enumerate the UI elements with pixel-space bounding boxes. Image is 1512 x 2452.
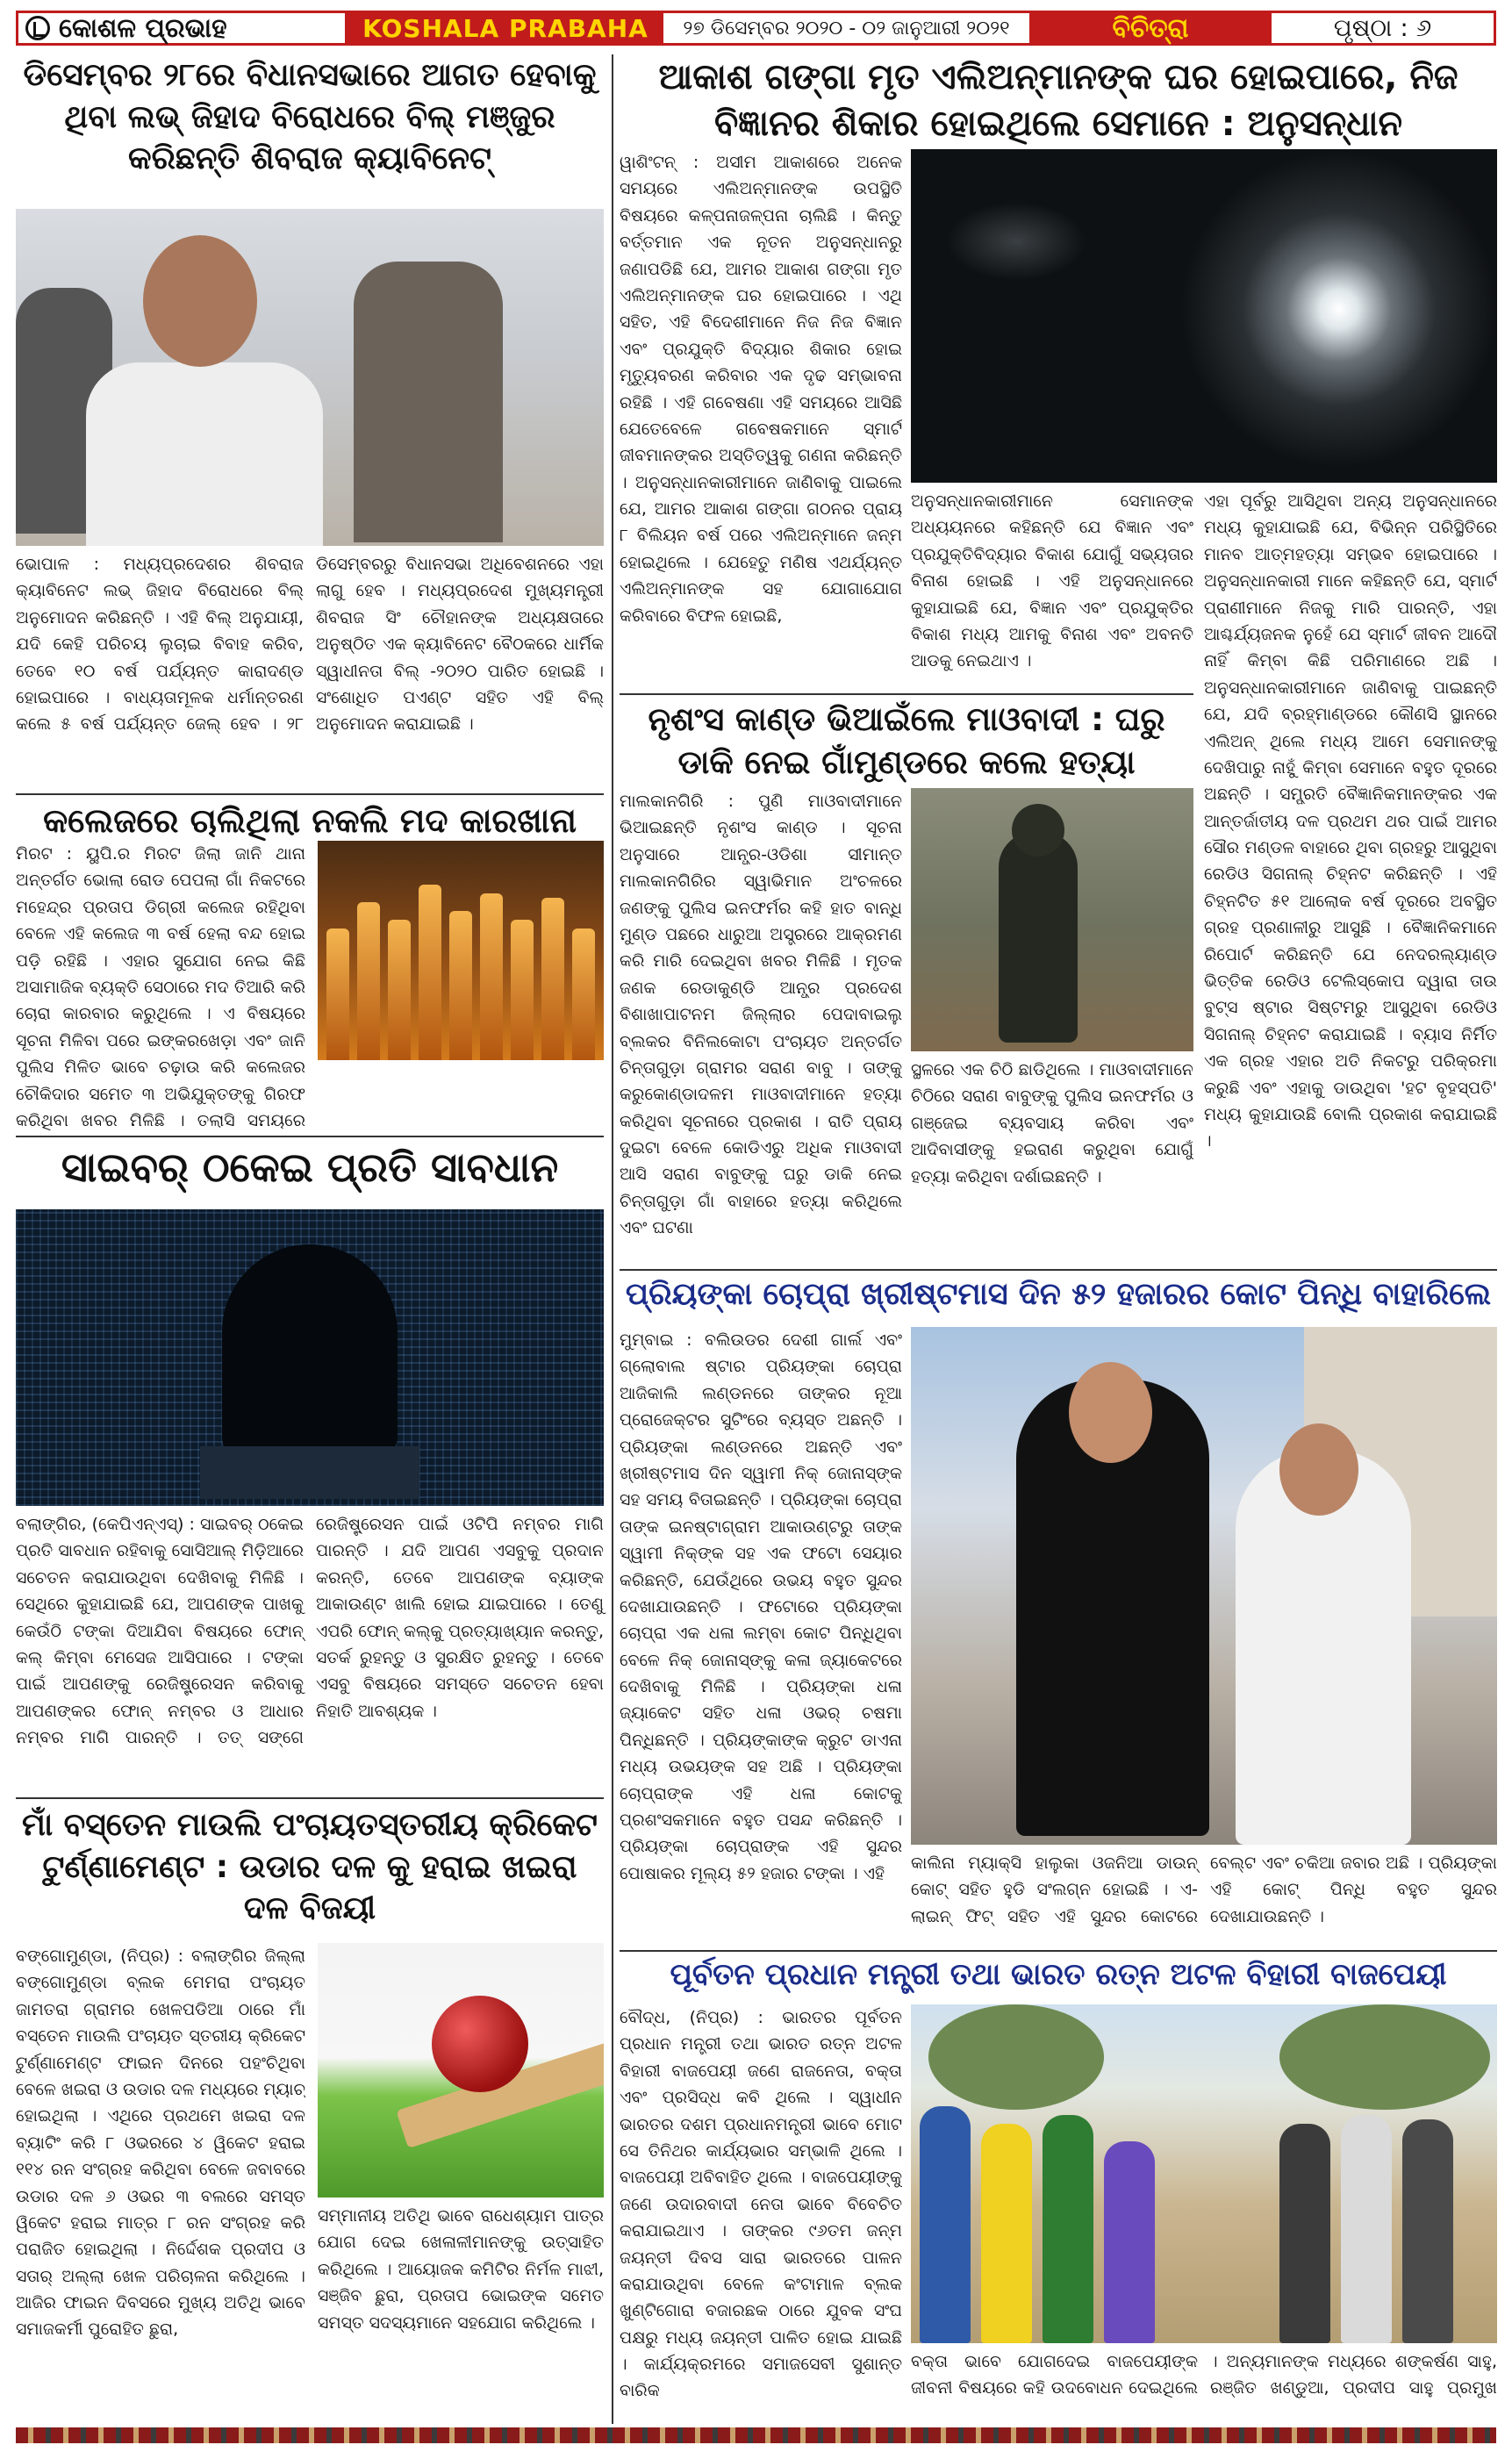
story-body: ମାଲକାନଗିରି : ପୁଣି ମାଓବାଦୀମାନେ ଭିଆଇଛନ୍ତି ନୃଶଂସ କାଣ୍ଡ । ସୂଚନା ଅନୁସାରେ ଆନ୍ଧ୍ର-ଓଡିଶା ସୀମାନ୍ତ ମାଲକାନଗିରିର ସ୍ୱାଭିମାନ ଅଂଚଳରେ ଜଣଙ୍କୁ ପୁଲିସ ଇନଫର୍ମର କହି ହାତ ବାନ୍ଧି ମୁଣ୍ଡ ପଛରେ ଧାରୁଆ ଅସ୍ତ୍ରରେ ଆକ୍ରମଣ କରି ମାରି ଦେଇଥିବା ଖବର ମିଳିଛି । ମୃତକ ଜଣକ ରେଡାକୁଣ୍ଡି ଆନ୍ଧ୍ର ପ୍ରଦେଶ ବିଶାଖାପାଟନମ ଜିଲ୍ଲାର ପେଦାବାଇଲୁ ବ୍ଲକର ବିନିଲକୋଟା ପଂଚାୟତ ଅନ୍ତର୍ଗତ ଚିନ୍ତାଗୁଡ଼ା ଗ୍ରାମର ସରାଣ ବାବୁ । ତାଙ୍କୁ କରୁକୋଣ୍ଡାଦଳମ ମାଓବାଦୀମାନେ ହତ୍ୟା କରିଥିବା ସୂଚନାରେ ପ୍ରକାଶ । ରାତି ପ୍ରାୟ ଦୁଇଟା ବେଳେ କୋଡିଏରୁ ଅଧିକ ମାଓବାଦୀ ଆସି ସରାଣ ବାବୁଙ୍କୁ ଘରୁ ଡାକି ନେଇ ଚିନ୍ତାଗୁଡ଼ା ଗାଁ ବାହାରେ ହତ୍ୟା କରିଥିଲେ ଏବଂ ଘଟଣା (620, 792, 902, 1238)
divider (620, 1269, 1497, 1271)
divider (620, 1950, 1497, 1952)
story-body-mid: ଅନୁସନ୍ଧାନକାରୀମାନେ ସେମାନଙ୍କ ଅଧ୍ୟୟନରେ କହିଛନ୍ତି ଯେ ବିଜ୍ଞାନ ଏବଂ ପ୍ରଯୁକ୍ତିବିଦ୍ୟାର ବିକାଶ ଯୋଗୁଁ ସଭ୍ୟତାର ବିନାଶ ହୋଇଛି । ଏହି ଅନୁସନ୍ଧାନରେ କୁହାଯାଇଛି ଯେ, ବିଜ୍ଞାନ ଏବଂ ପ୍ରଯୁକ୍ତିର ବିକାଶ ମଧ୍ୟ ଆମକୁ ବିନାଶ ଏବଂ ଅବନତି ଆଡକୁ ନେଇଥାଏ । (911, 491, 1193, 671)
headline: ପ୍ରିୟଙ୍କା ଚୋପ୍ରା ଖ୍ରୀଷ୍ଟମାସ ଦିନ ୫୨ ହଜାରର କୋଟ ପିନ୍ଧି ବାହାରିଲେ (625, 1277, 1492, 1312)
story-body-right: ଏହା ପୂର୍ବରୁ ଆସିଥିବା ଅନ୍ୟ ଅନୁସନ୍ଧାନରେ ମଧ୍ୟ କୁହାଯାଇଛି ଯେ, ବିଭିନ୍ନ ପରିସ୍ଥିତିରେ ମାନବ ଆତ୍ମହତ୍ୟା ସମ୍ଭବ ହୋଇପାରେ । ଅନୁସନ୍ଧାନକାରୀ ମାନେ କହିଛନ୍ତି ଯେ, ସ୍ମାର୍ଟ ପ୍ରାଣୀମାନେ ନିଜକୁ ମାରି ପାରନ୍ତି, ଏହା ଆଶ୍ଚର୍ଯ୍ୟଜନକ ନୁହେଁ ଯେ ସ୍ମାର୍ଟ ଜୀବନ ଆଦୌ ନାହିଁ କିମ୍ବା କିଛି ପରିମାଣରେ ଅଛି । ଅନୁସନ୍ଧାନକାରୀମାନେ ଜାଣିବାକୁ ପାଇଛନ୍ତି ଯେ, ଯଦି ବ୍ରହ୍ମାଣ୍ଡରେ କୌଣସି ସ୍ଥାନରେ ଏଲିଅନ୍ ଥିଲେ ମଧ୍ୟ ଆମେ ସେମାନଙ୍କୁ ଦେଖିପାରୁ ନାହୁଁ କିମ୍ବା ସେମାନେ ବହୁତ ଦୂରରେ ଅଛନ୍ତି । ସମ୍ପ୍ରତି ବୈଜ୍ଞାନିକମାନଙ୍କର ଏକ ଆନ୍ତର୍ଜାତୀୟ ଦଳ ପ୍ରଥମ ଥର ପାଇଁ ଆମର ସୌର ମଣ୍ଡଳ ବାହାରେ ଥିବା ଗ୍ରହରୁ ଆସୁଥିବା ରେଡିଓ ସିଗନାଲ୍ ଚିହ୍ନଟ କରିଛନ୍ତି । ଏହି ଚିହ୍ନଟିତ ୫୧ ଆଲୋକ ବର୍ଷ ଦୂରରେ ଅବସ୍ଥିତ ଗ୍ରହ ପ୍ରଣାଳୀରୁ ଆସୁଛି । ବୈଜ୍ଞାନିକମାନେ ରିପୋର୍ଟ କରିଛନ୍ତି ଯେ ନେଦରଲ୍ୟାଣ୍ଡ ଭିତ୍ତିକ ରେଡିଓ ଟେଲିସ୍କୋପ ଦ୍ୱାରା ତାଉ ବୁଟ୍ସ ଷ୍ଟାର ସିଷ୍ଟମରୁ ଆସୁଥିବା ରେଡିଓ ସିଗନାଲ୍ ଚିହ୍ନଟ କରାଯାଇଛି । ବ୍ୟାସ ନିର୍ମିତ ଏକ ଗ୍ରହ ଏହାର ଅତି ନିକଟରୁ ପରିକ୍ରମା କରୁଛି ଏବଂ ଏହାକୁ ଡାଉଥିବା 'ହଟ ବୃହସ୍ପତି' ମଧ୍ୟ କୁହାଯାଉଛି ବୋଲି ପ୍ରକାଶ କରାଯାଇଛି । (1204, 491, 1497, 1151)
headline: ସାଇବର୍ ଠକେଇ ପ୍ରତି ସାବଧାନ (61, 1144, 559, 1191)
logo-emblem-icon (25, 16, 50, 40)
newspaper-logo (18, 13, 348, 43)
story-body-bottom: କାଲିନା ମ୍ୟାକ୍ସି ହାଲୁକା ଓଜନିଆ ଡାଉନ୍ କୋଟ୍ ସହିତ ହୁଡି ସଂଲଗ୍ନ ହୋଇଛି । ଏ-ଲାଇନ୍ ଫିଟ୍ ସହିତ ଏହି ସୁନ୍ଦର କୋଟରେ ବେଲ୍ଟ ଏବଂ ଚକିଆ ଜବାର ଅଛି । ପ୍ରିୟଙ୍କା ଏହି କୋଟ୍ ପିନ୍ଧି ବହୁତ ସୁନ୍ଦର ଦେଖାଯାଉଛନ୍ତି । (911, 1853, 1497, 1926)
story-body-continued: ସମ୍ମାନୀୟ ଅତିଥି ଭାବେ ରାଧେଶ୍ୟାମ ପାତ୍ର ଯୋଗ ଦେଇ ଖେଳାଳୀମାନଙ୍କୁ ଉତ୍ସାହିତ କରିଥିଲେ । ଆୟୋଜକ କମିଟିର ନିର୍ମଳ ମାଝୀ, ସଞ୍ଜିବ ଛୁରା, ପ୍ରତାପ ଭୋଇଙ୍କ ସମେତ ସମସ୍ତ ସଦସ୍ୟମାନେ ସହଯୋଗ କରିଥିଲେ । (318, 2206, 604, 2333)
story-cricket-tournament (16, 1804, 604, 1930)
headline: ପୂର୍ବତନ ପ୍ରଧାନ ମନ୍ତ୍ରୀ ତଥା ଭାରତ ରତ୍ନ ଅଟଳ ବିହାରୀ ବାଜପେୟୀ (670, 1957, 1447, 1992)
story-vajpayee (620, 1955, 1497, 1995)
section-name: ବିଚିତ୍ରା (1032, 13, 1269, 43)
story-cyber-fraud (16, 1141, 604, 1194)
cricket-ball-photo (318, 1943, 604, 2197)
hacker-photo (16, 1209, 604, 1506)
headline: ଡିସେମ୍ବର ୨୮ରେ ବିଧାନସଭାରେ ଆଗତ ହେବାକୁ ଥିବା ଲଭ୍ ଜିହାଦ ବିରୋଧରେ ବିଲ୍ ମଞ୍ଜୁର କରିଛନ୍ତି ଶିବରାଜ କ୍ୟାବିନେଟ୍ (23, 57, 597, 177)
maoist-soldier-photo (911, 788, 1193, 1051)
divider (16, 1136, 604, 1137)
story-body: ମୁମ୍ବାଇ : ବଲିଉଡର ଦେଶୀ ଗାର୍ଲ ଏବଂ ଗ୍ଲୋବାଲ ଷ୍ଟାର ପ୍ରିୟଙ୍କା ଚୋପ୍ରା ଆଜିକାଲି ଲଣ୍ଡନରେ ତାଙ୍କର ନୂଆ ପ୍ରୋଜେକ୍ଟର ସୁଟିଂରେ ବ୍ୟସ୍ତ ଅଛନ୍ତି । ପ୍ରିୟଙ୍କା ଲଣ୍ଡନରେ ଅଛନ୍ତି ଏବଂ ଖ୍ରୀଷ୍ଟମାସ ଦିନ ସ୍ୱାମୀ ନିକ୍ ଜୋନାସ୍‌ଙ୍କ ସହ ସମୟ ବିତାଇଛନ୍ତି । ପ୍ରିୟଙ୍କା ଚୋପ୍ରା ତାଙ୍କ ଇନଷ୍ଟାଗ୍ରାମ ଆକାଉଣ୍ଟରୁ ତାଙ୍କ ସ୍ୱାମୀ ନିକ୍‌ଙ୍କ ସହ ଏକ ଫଟୋ ସେୟାର କରିଛନ୍ତି, ଯେଉଁଥିରେ ଉଭୟ ବହୁତ ସୁନ୍ଦର ଦେଖାଯାଉଛନ୍ତି । ଫଟୋରେ ପ୍ରିୟଙ୍କା ଚୋପ୍ରା ଏକ ଧଳା ଲମ୍ବା କୋଟ ପିନ୍ଧିଥିବା ବେଳେ ନିକ୍ ଜୋନାସ୍‌ଙ୍କୁ କଳା ଜ୍ୟାକେଟରେ ଦେଖିବାକୁ ମିଳିଛି । ପ୍ରିୟଙ୍କା ଧଳା ଜ୍ୟାକେଟ ସହିତ ଧଳା ଓଭର୍ ଚଷମା ପିନ୍ଧିଛନ୍ତି । ପ୍ରିୟଙ୍କାଙ୍କ କ୍ରୁଟ ଡାଏନା ମଧ୍ୟ ଉଭୟଙ୍କ ସହ ଅଛି । ପ୍ରିୟଙ୍କା ଚୋପ୍ରାଙ୍କ ଏହି ଧଳା କୋଟକୁ ପ୍ରଶଂସକମାନେ ବହୁତ ପସନ୍ଦ କରିଛନ୍ତି । ପ୍ରିୟଙ୍କା ଚୋପ୍ରାଙ୍କ ଏହି ସୁନ୍ଦର ପୋଷାକର ମୂଲ୍ୟ ୫୨ ହଜାର ଟଙ୍କା । ଏହି (620, 1330, 902, 1883)
column-divider (612, 54, 613, 2424)
divider (16, 793, 604, 795)
story-body: ବଲାଙ୍ଗିର, (କେପିଏନ୍‌ଏସ୍) : ସାଇବର୍ ଠକେଇ ପ୍ରତି ସାବଧାନ ରହିବାକୁ ସୋସିଆଲ୍ ମିଡ଼ିଆରେ ସଚେତନ କରାଯାଉଥିବା ଦେଖିବାକୁ ମିଳିଛି । ସେଥିରେ କୁହାଯାଇଛି ଯେ, ଆପଣଙ୍କ ପାଖକୁ କେଉଁଠି ଟଙ୍କା ଦିଆଯିବା ବିଷୟରେ ଫୋନ୍ କଲ୍ କିମ୍ବା ମେସେଜ ଆସିପାରେ । ଟଙ୍କା ପାଇଁ ଆପଣଙ୍କୁ ରେଜିଷ୍ଟ୍ରେସନ କରିବାକୁ ଆପଣଙ୍କର ଫୋନ୍ ନମ୍ବର ଓ ଆଧାର ନମ୍ବର ମାଗି ପାରନ୍ତି । ତତ୍ ସଙ୍ଗେ ରେଜିଷ୍ଟ୍ରେସନ ପାଇଁ ଓଟିପି ନମ୍ବର ମାଗି ପାରନ୍ତି । ଯଦି ଆପଣ ଏସବୁକୁ ପ୍ରଦାନ କରନ୍ତି, ତେବେ ଆପଣଙ୍କ ବ୍ୟାଙ୍କ ଆକାଉଣ୍ଟ ଖାଲି ହୋଇ ଯାଇପାରେ । ତେଣୁ ଏପରି ଫୋନ୍ କଲ୍‌କୁ ପ୍ରତ୍ୟାଖ୍ୟାନ କରନ୍ତୁ, ସତର୍କ ରୁହନ୍ତୁ ଓ ସୁରକ୍ଷିତ ରୁହନ୍ତୁ । ତେବେ ଏସବୁ ବିଷୟରେ ସମସ୍ତେ ସଚେତନ ହେବା ନିହାତି ଆବଶ୍ୟକ । (16, 1515, 604, 1748)
footer-decorative-band (16, 2427, 1496, 2443)
story-body: ଭୋପାଳ : ମଧ୍ୟପ୍ରଦେଶର ଶିବରାଜ କ୍ୟାବିନେଟ ଲଭ୍ ଜିହାଦ ବିରୋଧରେ ବିଲ୍ ଅନୁମୋଦନ କରିଛନ୍ତି । ଏହି ବିଲ୍ ଅନୁଯାୟୀ, ଯଦି କେହି ପରିଚୟ ଲୁଚାଇ ବିବାହ କରିବ, ତେବେ ୧୦ ବର୍ଷ ପର୍ଯ୍ୟନ୍ତ କାରାଦଣ୍ଡ ହୋଇପାରେ । ବାଧ୍ୟତାମୂଳକ ଧର୍ମାନ୍ତରଣ କଲେ ୫ ବର୍ଷ ପର୍ଯ୍ୟନ୍ତ ଜେଲ୍ ହେବ । ୨୮ ଡିସେମ୍ବରରୁ ବିଧାନସଭା ଅଧିବେଶନରେ ଏହା ଲାଗୁ ହେବ । ମଧ୍ୟପ୍ରଦେଶ ମୁଖ୍ୟମନ୍ତ୍ରୀ ଶିବରାଜ ସିଂ ଚୌହାନଙ୍କ ଅଧ୍ୟକ୍ଷତାରେ ଅନୁଷ୍ଠିତ ଏକ କ୍ୟାବିନେଟ ବୈଠକରେ ଧାର୍ମିକ ସ୍ୱାଧୀନତା ବିଲ୍ -୨୦୨୦ ପାରିତ ହୋଇଛି । ସଂଶୋଧିତ ପଏଣ୍ଟ ସହିତ ଏହି ବିଲ୍ ଅନୁମୋଦନ କରାଯାଇଛି । (16, 555, 604, 735)
story-body-right: ସ୍ଥଳରେ ଏକ ଚିଠି ଛାଡିଥିଲେ । ମାଓବାଦୀମାନେ ଚିଠିରେ ସରାଣ ବାବୁଙ୍କୁ ପୁଲିସ ଇନଫର୍ମର ଓ ଗଞ୍ଜେଇ ବ୍ୟବସାୟ କରିବା ଏବଂ ଆଦିବାସୀଙ୍କୁ ହଇରାଣ କରୁଥିବା ଯୋଗୁଁ ହତ୍ୟା କରିଥିବା ଦର୍ଶାଇଛନ୍ତି । (911, 1060, 1193, 1187)
story-body: ବଙ୍ଗୋମୁଣ୍ଡା, (ନିପ୍ର) : ବଲାଙ୍ଗିର ଜିଲ୍ଲା ବଙ୍ଗୋମୁଣ୍ଡା ବ୍ଲକ ମେମରା ପଂଚାୟତ ଜାମତରା ଗ୍ରାମର ଖେଳପଡିଆ ଠାରେ ମାଁ ବସ୍ତେନ ମାଉଲି ପଂଚାୟତ ସ୍ତରୀୟ କ୍ରିକେଟ ଟୁର୍ଣ୍ଣାମେଣ୍ଟ ଫାଇନ ଦିନରେ ପହଂଚିଥିବା ବେଳେ ଖଇରା ଓ ଉଡାର ଦଳ ମଧ୍ୟରେ ମ୍ୟାଚ୍ ହୋଇଥିଲା । ଏଥିରେ ପ୍ରଥମେ ଖଇରା ଦଳ ବ୍ୟାଟିଂ କରି ୮ ଓଭରରେ ୪ ୱିକେଟ ହରାଇ ୧୧୪ ରନ ସଂଗ୍ରହ କରିଥିବା ବେଳେ ଜବାବରେ ଉଡାର ଦଳ ୬ ଓଭର ୩ ବଲରେ ସମସ୍ତ ୱିକେଟ ହରାଇ ମାତ୍ର ୮ ରନ ସଂଗ୍ରହ କରି ପରାଜିତ ହୋଇଥିଲା । ନିର୍ଦ୍ଦେଶକ ପ୍ରଦୀପ ଓ ସତାର୍ ଅଲ୍ଲା ଖେଳ ପରିଚାଳନା କରିଥିଲେ । ଆଜିର ଫାଇନ ଦିବସରେ ମୁଖ୍ୟ ଅତିଥି ଭାବେ ସମାଜକର୍ମୀ ପୁରୋହିତ ଛୁରା, (16, 1947, 305, 2340)
priyanka-nick-photo (911, 1327, 1497, 1845)
vajpayee-tribute-photo (911, 2004, 1497, 2343)
story-liquor-factory (16, 799, 604, 842)
story-body (16, 841, 604, 1130)
story-aliens (620, 54, 1497, 147)
story-maoist (620, 699, 1193, 785)
headline: ମାଁ ବସ୍ତେନ ମାଉଲି ପଂଚାୟତସ୍ତରୀୟ କ୍ରିକେଟ ଟୁର୍ଣ୍ଣାମେଣ୍ଟ : ଉଡାର ଦଳ କୁ ହରାଇ ଖଇରା ଦଳ ବିଜୟୀ (22, 1807, 598, 1927)
divider (16, 1797, 604, 1799)
edition-date: ୨୭ ଡିସେମ୍ବର ୨୦୨୦ - ୦୨ ଜାନୁଆରୀ ୨୦୨୧ (663, 13, 1032, 43)
english-title: KOSHALA PRABAHA (348, 13, 663, 43)
story-body: ବୌଦ୍ଧ, (ନିପ୍ର) : ଭାରତର ପୂର୍ବତନ ପ୍ରଧାନ ମନ୍ତ୍ରୀ ତଥା ଭାରତ ରତ୍ନ ଅଟଳ ବିହାରୀ ବାଜପେୟୀ ଜଣେ ରାଜନେତା, ବକ୍ତା ଏବଂ ପ୍ରସିଦ୍ଧ କବି ଥିଲେ । ସ୍ୱାଧୀନ ଭାରତର ଦଶମ ପ୍ରଧାନମନ୍ତ୍ରୀ ଭାବେ ମୋଟ ସେ ତିନିଥର କାର୍ଯ୍ୟଭାର ସମ୍ଭାଳି ଥିଲେ । ବାଜପେୟୀ ଅବିବାହିତ ଥିଲେ । ବାଜପେୟୀଙ୍କୁ ଜଣେ ଉଦାରବାଦୀ ନେତା ଭାବେ ବିବେଚିତ କରାଯାଇଥାଏ । ତାଙ୍କର ୯୬ତମ ଜନ୍ମ ଜୟନ୍ତୀ ଦିବସ ସାରା ଭାରତରେ ପାଳନ କରାଯାଉଥିବା ବେଳେ କଂଟାମାଳ ବ୍ଲକ ଖୁଣ୍ଟିଗୋରା ବଜାରଛକ ଠାରେ ଯୁବକ ସଂଘ ପକ୍ଷରୁ ମଧ୍ୟ ଜୟନ୍ତୀ ପାଳିତ ହୋଇ ଯାଇଛି । କାର୍ଯ୍ୟକ୍ରମରେ ସମାଜସେବୀ ସୁଶାନ୍ତ ବାରିକ (620, 2008, 902, 2401)
story-priyanka-chopra (620, 1274, 1497, 1315)
story-body-bottom: ବକ୍ତା ଭାବେ ଯୋଗଦେଇ ବାଜପେୟୀଙ୍କ ଜୀବନୀ ବିଷୟରେ କହି ଉଦବୋଧନ ଦେଇଥିଲେ । ଅନ୍ୟମାନଙ୍କ ମଧ୍ୟରେ ଶଙ୍କର୍ଷଣ ସାହୁ, ରଞ୍ଜିତ ଖଣ୍ଡୁଆ, ପ୍ରଦୀପ ସାହୁ ପ୍ରମୁଖ (911, 2352, 1497, 2398)
headline: କଲେଜରେ ଚାଲିଥିଲା ନକଲି ମଦ କାରଖାନା (43, 801, 577, 840)
divider (620, 693, 1193, 695)
page-number: ପୃଷ୍ଠା : ୬ (1269, 13, 1494, 43)
galaxy-photo (911, 149, 1497, 483)
headline: ନୃଶଂସ କାଣ୍ଡ ଭିଆଇଁଲେ ମାଓବାଦୀ : ଘରୁ ଡାକି ନେଇ ଗାଁମୁଣ୍ଡରେ କଲେ ହତ୍ୟା (648, 700, 1165, 781)
story-love-jihad (16, 54, 604, 180)
liquor-text: ମିରଟ : ୟୁପି.ର ମିରଟ ଜିଲା ଜାନି ଥାନା ଅନ୍ତର୍ଗତ ଭୋଲା ରୋଡ ପେପଲା ଗାଁ ନିକଟରେ ମହେନ୍ଦ୍ର ପ୍ରତାପ ଡିଗ୍ରୀ କଲେଜ ରହିଥିବା ବେଳେ ଏହି କଲେଜ ୩ ବର୍ଷ ହେଲା ବନ୍ଦ ହୋଇ ପଡ଼ି ରହିଛି । ଏହାର ସୁଯୋଗ ନେଇ କିଛି ଅସାମାଜିକ ବ୍ୟକ୍ତି ସେଠାରେ ମଦ ତିଆରି କରି ଚୋରା କାରବାର କରୁଥିଲେ । ଏ ବିଷୟରେ ସୂଚନା ମିଳିବା ପରେ ଇଙ୍କରଖେଡ଼ା ଏବଂ ଜାନି ପୁଲିସ ମିଳିତ ଭାବେ ଚଢ଼ାଉ କରି କଲେଜର ଚୌକିଦାର ସମେତ ୩ ଅଭିଯୁକ୍ତଙ୍କୁ ଗିରଫ କରିଥିବା ଖବର ମିଳିଛି । ତଲାସି ସମୟରେ (16, 844, 305, 1130)
story-body: ୱାଶିଂଟନ୍ : ଅସୀମ ଆକାଶରେ ଅନେକ ସମୟରେ ଏଲିଅନ୍‌ମାନଙ୍କ ଉପସ୍ଥିତି ବିଷୟରେ କଳ୍ପନାଜଳ୍ପନା ଚାଲିଛି । କିନ୍ତୁ ବର୍ତ୍ତମାନ ଏକ ନୂତନ ଅନୁସନ୍ଧାନରୁ ଜଣାପଡିଛି ଯେ, ଆମର ଆକାଶ ଗଙ୍ଗା ମୃତ ଏଲିଅନ୍‌ମାନଙ୍କ ଘର ହୋଇପାରେ । ଏଥି ସହିତ, ଏହି ବିଦେଶୀମାନେ ନିଜ ନିଜ ବିଜ୍ଞାନ ଏବଂ ପ୍ରଯୁକ୍ତି ବିଦ୍ୟାର ଶିକାର ହୋଇ ମୃତ୍ୟୁବରଣ କରିବାର ଏକ ଦୃଢ ସମ୍ଭାବନା ରହିଛି । ଏହି ଗବେଷଣା ଏହି ସମୟରେ ଆସିଛି ଯେତେବେଳେ ଗବେଷକମାନେ ସ୍ମାର୍ଟ ଜୀବମାନଙ୍କର ଅସ୍ତିତ୍ୱକୁ ଗଣନା କରିଛନ୍ତି । ଅନୁସନ୍ଧାନକାରୀମାନେ ଜାଣିବାକୁ ପାଇଲେ ଯେ, ଆମର ଆକାଶ ଗଙ୍ଗା ଗଠନର ପ୍ରାୟ ୮ ବିଲିୟନ ବର୍ଷ ପରେ ଏଲିଅନ୍‌ମାନେ ଜନ୍ମ ହୋଇଥିଲେ । ଯେହେତୁ ମଣିଷ ଏଥର୍ଯ୍ୟନ୍ତ ଏଲିଅନ୍‌ମାନଙ୍କ ସହ ଯୋଗାଯୋଗ କରିବାରେ ବିଫଳ ହୋଇଛି, (620, 153, 902, 626)
headline: ଆକାଶ ଗଙ୍ଗା ମୃତ ଏଲିଅନ୍‌ମାନଙ୍କ ଘର ହୋଇପାରେ, ନିଜ ବିଜ୍ଞାନର ଶିକାର ହୋଇଥିଲେ ସେମାନେ : ଅନୁସନ୍ଧାନ (658, 57, 1458, 144)
masthead (16, 11, 1496, 46)
cm-press-photo (16, 209, 604, 546)
logo-text: କୋଶଳ ପ୍ରଭାହ (59, 12, 227, 44)
